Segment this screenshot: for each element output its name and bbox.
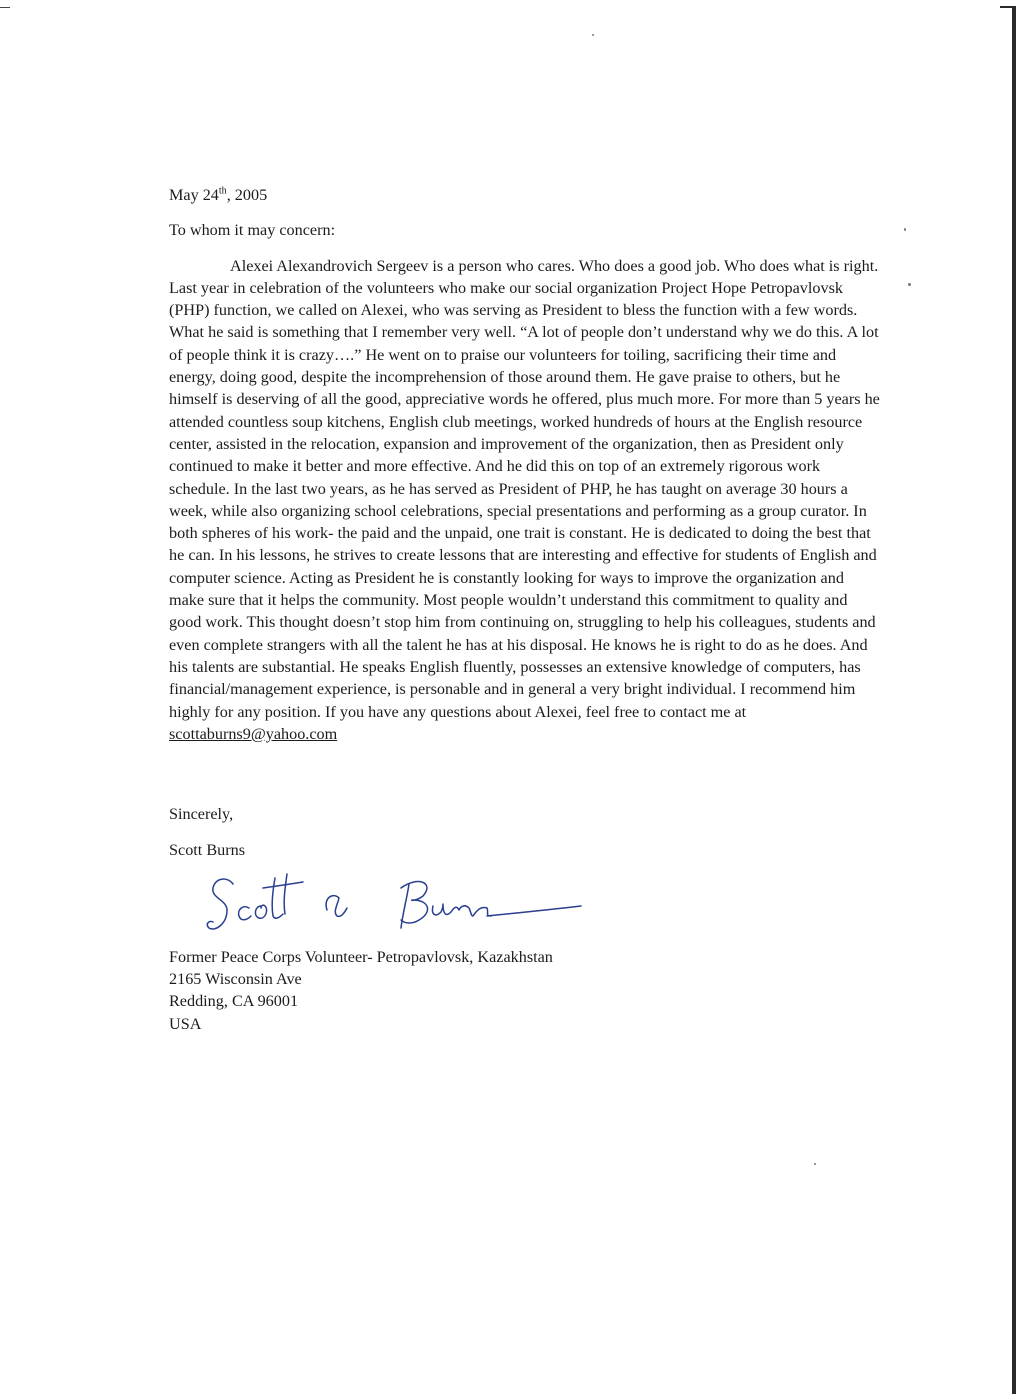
letter-body-text: Alexei Alexandrovich Sergeev is a person who cares. Who does a good job. Who does what is right. Last year in celebration of the volunteers who make our social organization Project Hope Petropavlovsk (PHP) function, we called on Alexei, who was serving as President to bless the function with a few words. What he said is something that I remember very well. “A lot of people don’t understand why we do this. A lot of people think it is crazy….” He went on to praise our volunteers for toiling, sacrificing their time and energy, doing good, despite the incomprehension of those around them. He gave praise to others, but he himself is deserving of all the good, appreciative words he offered, plus much more. For more than 5 years he attended countless soup kitchens, English club meetings, worked hundreds of hours at the English resource center, assisted in the relocation, expansion and improvement of the organization, then as President only continued to make it better and more effective. And he did this on top of an extremely rigorous work schedule. In the last two years, as he has served as President of PHP, he has taught on average 30 hours a week, while also organizing school celebrations, special presentations and performing as a group curator. In both spheres of his work- the paid and the unpaid, one trait is constant. He is dedicated to doing the best that he can. In his lessons, he strives to create lessons that are interesting and effective for students of English and computer science. Acting as President he is constantly looking for ways to improve the organization and make sure that it helps the community. Most people wouldn’t understand this commitment to quality and good work. This thought doesn’t stop him from continuing on, struggling to help his colleagues, students and even complete strangers with all the talent he has at his disposal. He knows he is right to do as he does. And his talents are substantial. He speaks English fluently, possesses an extensive knowledge of computers, has financial/management experience, is personable and in general a very bright individual. I recommend him highly for any position. If you have any questions about Alexei, feel free to contact me at [169,256,880,721]
date-ordinal-suffix: th [218,185,227,197]
scan-speck [814,1163,816,1165]
scan-speck [904,228,906,231]
scan-artifact-edge [1012,6,1016,1394]
address-line: Former Peace Corps Volunteer- Petropavlovsk, Kazakhstan [169,947,553,966]
date-year: , 2005 [226,186,268,204]
scan-speck [592,34,594,36]
address-line: 2165 Wisconsin Ave [169,970,302,989]
email-link[interactable]: scottaburns9@yahoo.com [169,724,338,743]
signer-address [169,946,881,1035]
salutation: To whom it may concern: [169,221,336,240]
handwritten-signature [187,870,587,938]
address-line: Redding, CA 96001 [169,992,299,1011]
address-line: USA [169,1014,202,1033]
letter [169,184,881,1035]
date-month-day: May 24 [169,186,219,204]
scan-artifact-mark [0,7,10,8]
closing: Sincerely, [169,805,234,824]
letter-body [169,255,881,746]
signer-name: Scott Burns [169,841,245,860]
scan-speck [908,283,911,286]
letter-date [169,184,881,206]
